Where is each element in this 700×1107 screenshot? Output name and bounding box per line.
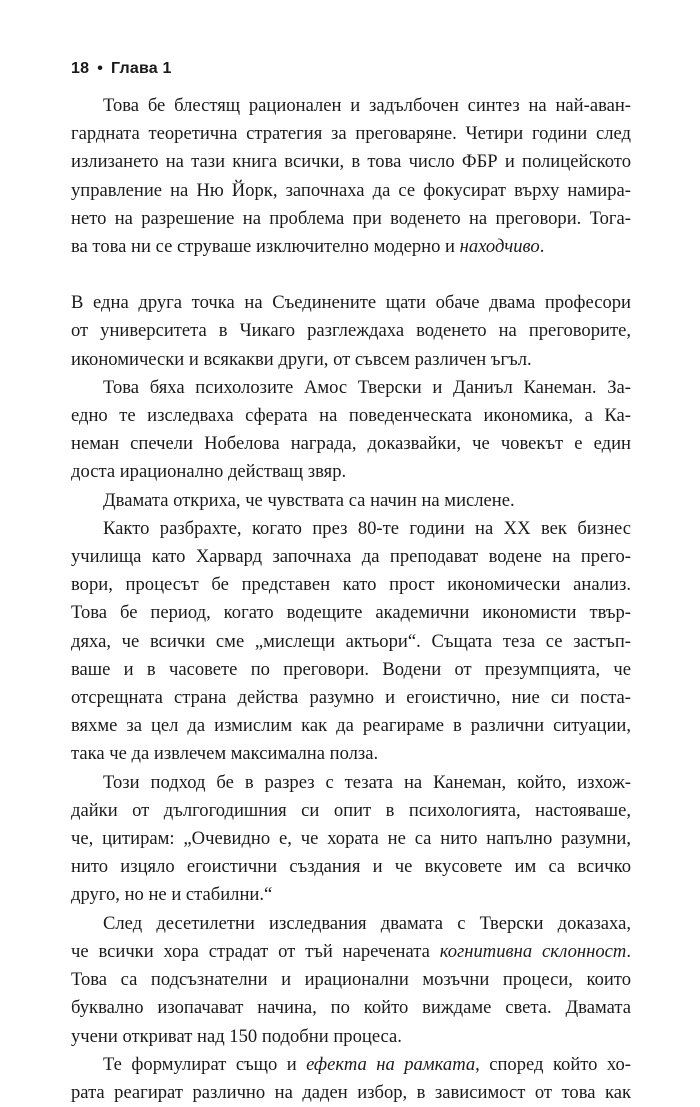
text-run: .	[539, 236, 545, 258]
text-line: ваше и в часовете по преговори. Водени от презумпцията, че	[71, 658, 631, 680]
text-line: В една друга точка на Съединените щати обаче двама професори	[71, 292, 631, 314]
text-line: така че да извлечем максимална полза.	[71, 743, 379, 765]
text-line: дайки от дългогодишния си опит в психологията, настояваше,	[71, 799, 631, 821]
text-run: че всички хора страдат от тъй наречената	[71, 940, 440, 962]
paragraph-8	[71, 1051, 631, 1107]
paragraph-4	[71, 487, 631, 515]
text-line: от университета в Чикаго разглеждаха воденето на преговорите,	[71, 320, 631, 342]
text-line: рата реагират различно на даден избор, в зависимост от това как	[71, 1081, 631, 1103]
text-line: нето на разрешение на проблема при воденето на преговори. Тога-	[71, 207, 631, 229]
text-line: учени откриват над 150 подобни процеса.	[71, 1025, 402, 1047]
text-line: Това са подсъзнателни и ирационални мозъчни процеси, които	[71, 969, 631, 991]
paragraph-5	[71, 515, 631, 769]
text-line: управление на Ню Йорк, започнаха да се фокусират върху намира-	[71, 179, 631, 201]
text-line	[71, 233, 631, 261]
paragraph-1	[71, 92, 631, 261]
text-run: , според който хо-	[475, 1053, 631, 1075]
text-line: дяха, че всички сме „мислещи актьори“. Същата теза се застъп-	[71, 630, 631, 652]
paragraph-3	[71, 374, 631, 487]
text-line: Това бе блестящ рационален и задълбочен синтез на най-аван-	[103, 95, 631, 116]
text-line: училища като Харвард започнаха да преподават водене на прего-	[71, 546, 631, 568]
running-head	[71, 60, 172, 78]
text-line: Двамата откриха, че чувствата са начин на мислене.	[103, 489, 515, 511]
body-text	[71, 92, 631, 1107]
text-line: излизането на тази книга всички, в това число ФБР и полицейското	[71, 151, 631, 173]
paragraph-6	[71, 769, 631, 910]
paragraph-7	[71, 910, 631, 1051]
text-line: доста ирационално действащ звяр.	[71, 461, 347, 483]
text-line: буквално изопачават начина, по който виждаме света. Двамата	[71, 997, 631, 1019]
text-line	[71, 938, 631, 966]
text-run: Те формулират също и	[103, 1053, 307, 1075]
text-line: След десетилетни изследвания двамата с Тверски доказаха,	[103, 912, 631, 934]
text-line: отсрещната страна действа разумно и егоистично, ние си поста-	[71, 687, 631, 709]
text-line: че, цитирам: „Очевидно е, че хората не са нито напълно разумни,	[71, 828, 631, 850]
text-line: икономически и всякакви други, от съвсем различен ъгъл.	[71, 348, 532, 370]
emphasis-text: находчиво	[459, 236, 540, 258]
text-line: едно те изследваха сферата на поведенческата икономика, а Ка-	[71, 405, 631, 427]
page-number: 18	[71, 60, 90, 77]
text-line: друго, но не и стабилни.“	[71, 884, 273, 906]
paragraph-gap	[71, 261, 631, 289]
header-separator: •	[97, 60, 104, 77]
paragraph-2	[71, 289, 631, 374]
emphasis-text: когнитивна склонност	[439, 940, 627, 962]
text-line: гардната теоретична стратегия за преговаряне. Четири години след	[71, 123, 631, 145]
text-line: вори, процесът бе представен като прост икономически анализ.	[71, 574, 631, 596]
chapter-title: Глава 1	[111, 60, 172, 77]
text-line: вяхме за цел да измислим как да реагираме в различни ситуации,	[71, 715, 631, 737]
text-line: Този подход бе в разрез с тезата на Канеман, който, изхож-	[103, 771, 631, 793]
text-line: неман спечели Нобелова награда, доказвайки, че човекът е един	[71, 433, 631, 455]
text-line: Както разбрахте, когато през 80-те години на XX век бизнес	[103, 517, 631, 539]
text-line: Това бяха психолозите Амос Тверски и Даниъл Канеман. За-	[103, 376, 631, 398]
text-run: ва това ни се струваше изключително модерно и	[71, 236, 460, 258]
text-line: нито изцяло егоистични създания и че вкусовете им са всичко	[71, 856, 631, 878]
emphasis-text: ефекта на рамката	[306, 1053, 476, 1075]
text-run: .	[626, 940, 631, 962]
text-line: Това бе период, когато водещите академични икономисти твър-	[71, 602, 631, 624]
